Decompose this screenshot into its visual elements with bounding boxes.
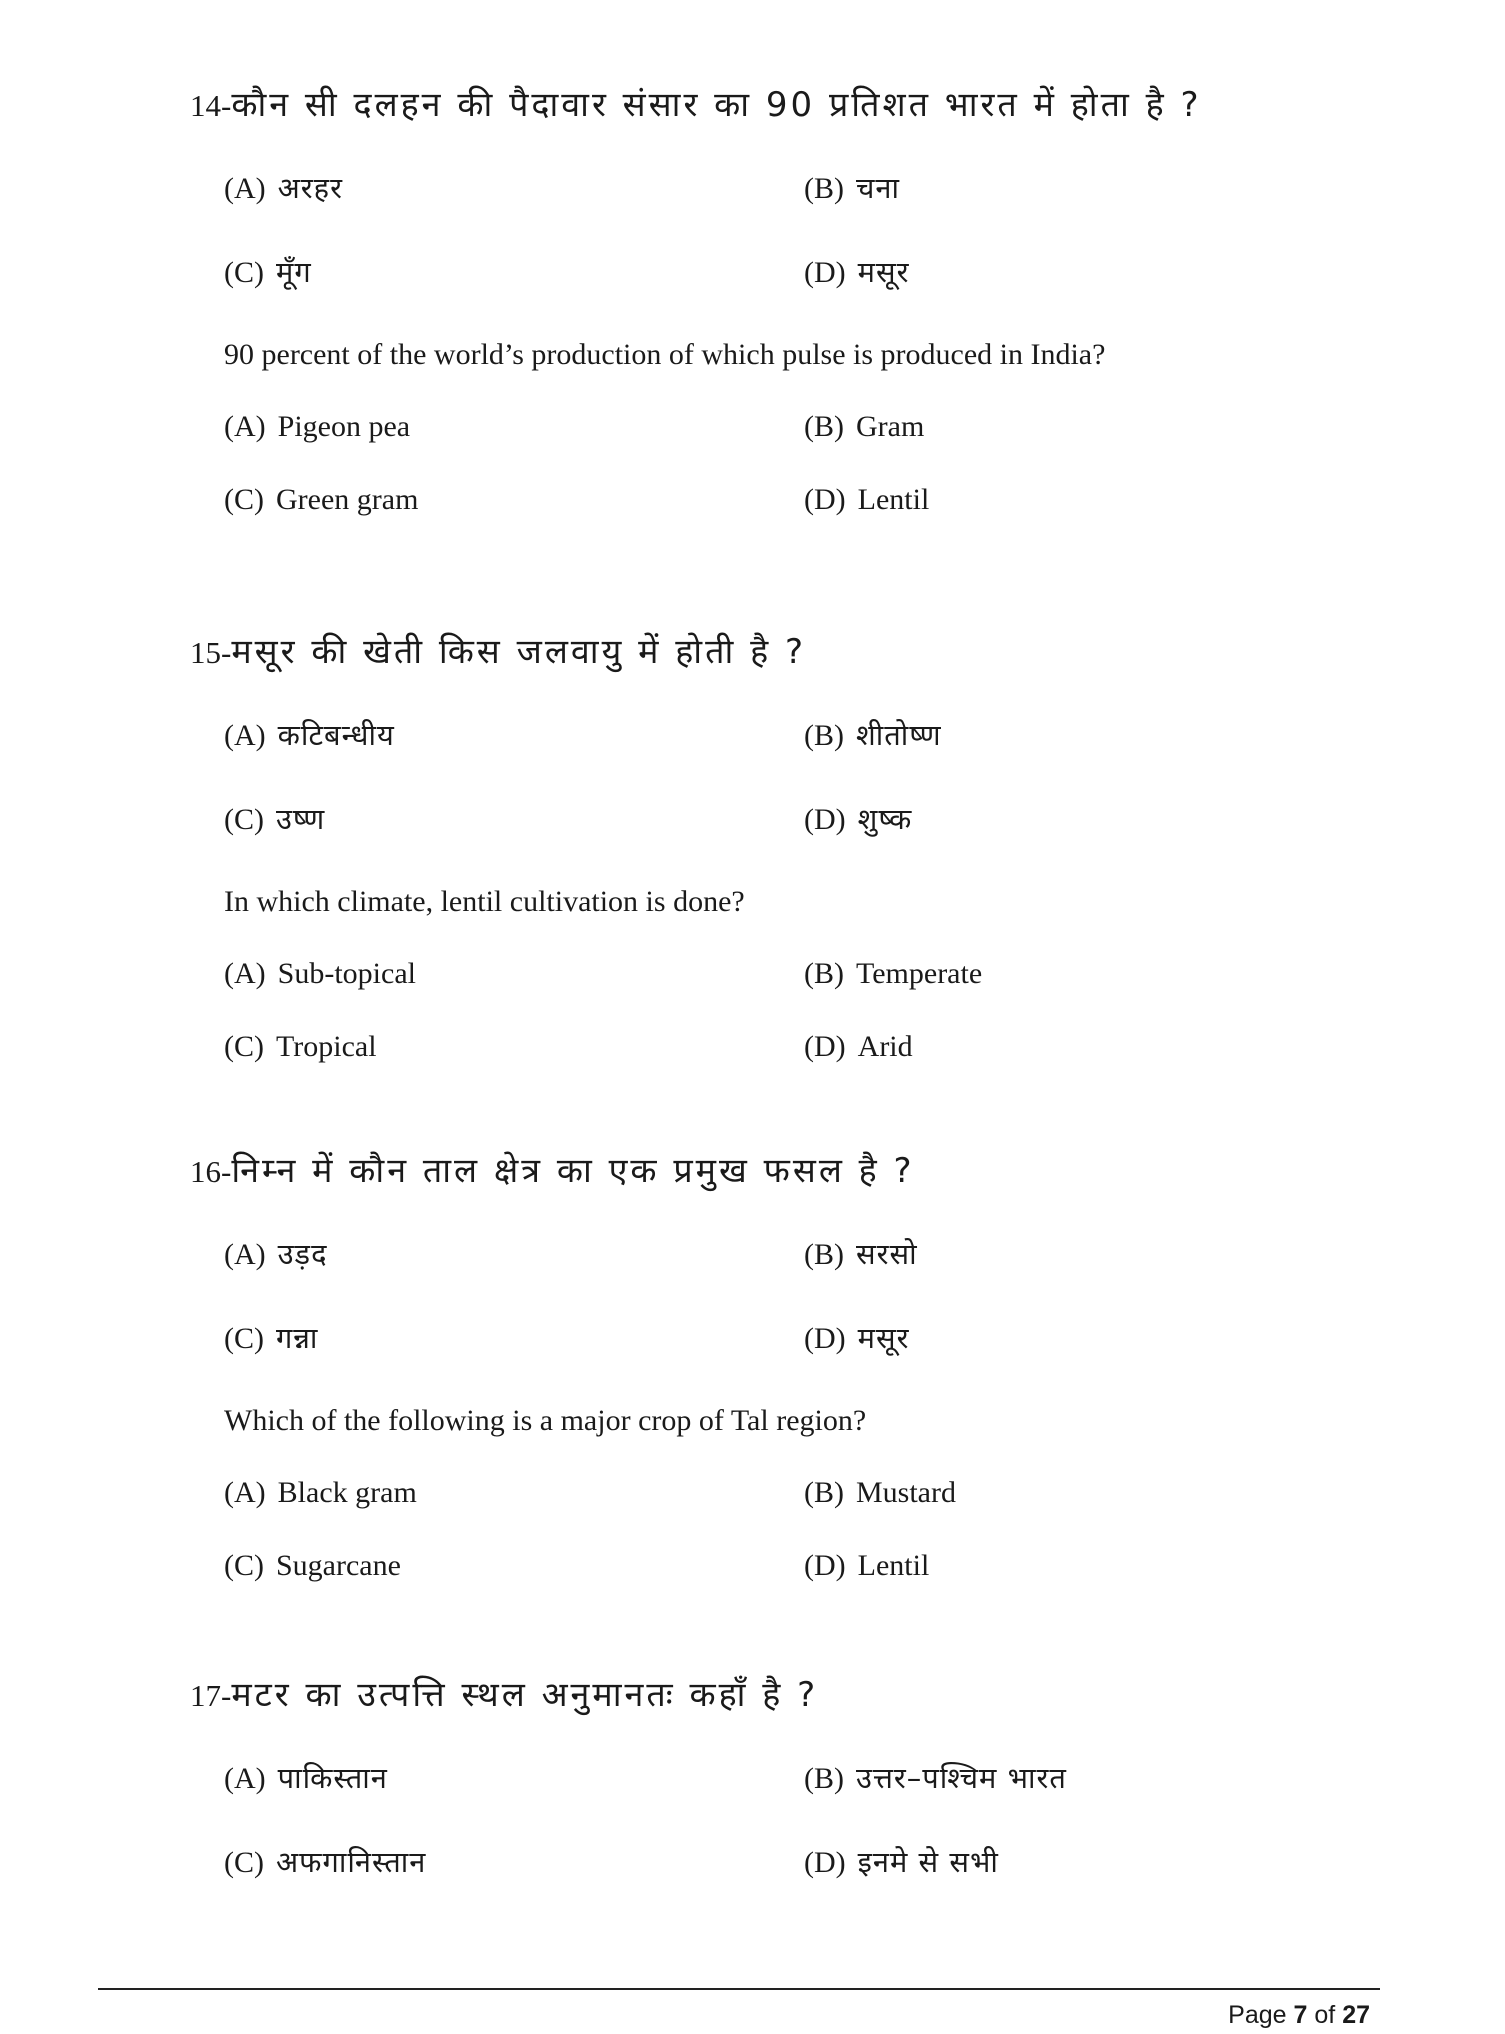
question-hindi-text [190,1670,818,1716]
option-label: (D) [804,1846,846,1879]
option-text: Tropical [276,1030,377,1063]
option-text: अफगानिस्तान [276,1845,427,1879]
question-english: In which climate, lentil cultivation is done? [224,885,745,918]
option-text: Sugarcane [276,1549,401,1582]
option-label: (D) [804,1549,846,1582]
question-hindi: मसूर की खेती किस जलवायु में होती है ? [231,632,807,672]
option-text: Sub-topical [277,957,416,990]
option-label: (B) [804,1238,844,1271]
option-text: पाकिस्तान [277,1761,388,1795]
option-text: मसूर [857,255,910,289]
option-label: (B) [804,719,844,752]
option-label: (A) [224,719,266,752]
option-label: (D) [804,1030,846,1063]
option-label: (D) [804,1322,846,1355]
question-hindi-text [190,80,1202,126]
option-text: उड़द [277,1237,328,1271]
footer-rule [98,1988,1380,1990]
question-english: Which of the following is a major crop of Tal region? [224,1404,867,1437]
english-option-a [224,410,410,444]
page-of: of [1314,2001,1336,2029]
hindi-option-c [224,252,312,291]
option-text: Lentil [857,1549,930,1582]
option-label: (C) [224,256,264,289]
option-text: शीतोष्ण [856,718,942,752]
question-hindi: मटर का उत्पत्ति स्थल अनुमानतः कहाँ है ? [231,1675,819,1715]
page-number [1228,2001,1370,2030]
hindi-option-a [224,1758,388,1797]
option-label: (B) [804,410,844,443]
english-option-a [224,957,416,991]
english-option-b [804,1476,956,1510]
option-text: उत्तर–पश्चिम भारत [856,1761,1067,1795]
option-label: (C) [224,1846,264,1879]
option-text: चना [856,171,901,205]
hindi-option-b [804,168,900,207]
option-text: सरसो [856,1237,918,1271]
hindi-option-d [804,252,909,291]
option-label: (A) [224,410,266,443]
hindi-option-b [804,715,942,754]
option-label: (B) [804,172,844,205]
english-option-c [224,1549,401,1583]
english-option-c [224,1030,377,1064]
hindi-option-a [224,1234,327,1273]
option-text: मूँग [276,255,312,289]
hindi-option-a [224,715,395,754]
english-option-b [804,410,924,444]
page-total: 27 [1342,2001,1370,2029]
question-number: 14- [190,88,232,123]
option-label: (A) [224,172,266,205]
option-label: (B) [804,957,844,990]
hindi-option-b [804,1758,1067,1797]
english-option-d [804,1549,929,1583]
question-hindi: निम्न में कौन ताल क्षेत्र का एक प्रमुख फसल है ? [231,1151,915,1191]
option-label: (D) [804,256,846,289]
hindi-option-a [224,168,343,207]
option-text: इनमे से सभी [857,1845,999,1879]
hindi-option-d [804,799,912,838]
option-label: (D) [804,483,846,516]
option-label: (A) [224,1476,266,1509]
page-word: Page [1228,2001,1287,2029]
option-label: (C) [224,803,264,836]
option-text: Temperate [856,957,983,990]
option-text: कटिबन्धीय [277,718,395,752]
hindi-option-d [804,1318,909,1357]
english-option-d [804,483,929,517]
hindi-option-c [224,799,325,838]
option-text: Mustard [856,1476,956,1509]
option-text: Green gram [276,483,419,516]
question-hindi-text [190,1146,915,1192]
question-english: 90 percent of the world’s production of which pulse is produced in India? [224,338,1106,371]
hindi-option-c [224,1318,318,1357]
english-option-a [224,1476,417,1510]
option-text: Arid [857,1030,913,1063]
page-current: 7 [1293,2001,1308,2029]
option-label: (C) [224,1030,264,1063]
option-text: Gram [856,410,925,443]
hindi-option-b [804,1234,918,1273]
question-number: 15- [190,635,232,670]
option-label: (C) [224,483,264,516]
option-text: Lentil [857,483,930,516]
option-label: (A) [224,1762,266,1795]
option-text: उष्ण [276,802,326,836]
option-label: (A) [224,1238,266,1271]
option-text: गन्ना [276,1321,319,1355]
hindi-option-c [224,1842,426,1881]
option-label: (D) [804,803,846,836]
hindi-option-d [804,1842,999,1881]
english-option-d [804,1030,913,1064]
option-text: Pigeon pea [277,410,411,443]
question-hindi: कौन सी दलहन की पैदावार संसार का 90 प्रतिशत भारत में होता है ? [231,85,1202,125]
option-label: (B) [804,1476,844,1509]
option-label: (C) [224,1322,264,1355]
english-option-b [804,957,982,991]
option-text: अरहर [277,171,343,205]
english-option-c [224,483,418,517]
option-label: (A) [224,957,266,990]
option-text: Black gram [277,1476,417,1509]
option-label: (B) [804,1762,844,1795]
option-text: शुष्क [857,802,913,836]
option-text: मसूर [857,1321,910,1355]
question-hindi-text [190,627,806,673]
question-number: 17- [190,1678,232,1713]
option-label: (C) [224,1549,264,1582]
question-number: 16- [190,1154,232,1189]
